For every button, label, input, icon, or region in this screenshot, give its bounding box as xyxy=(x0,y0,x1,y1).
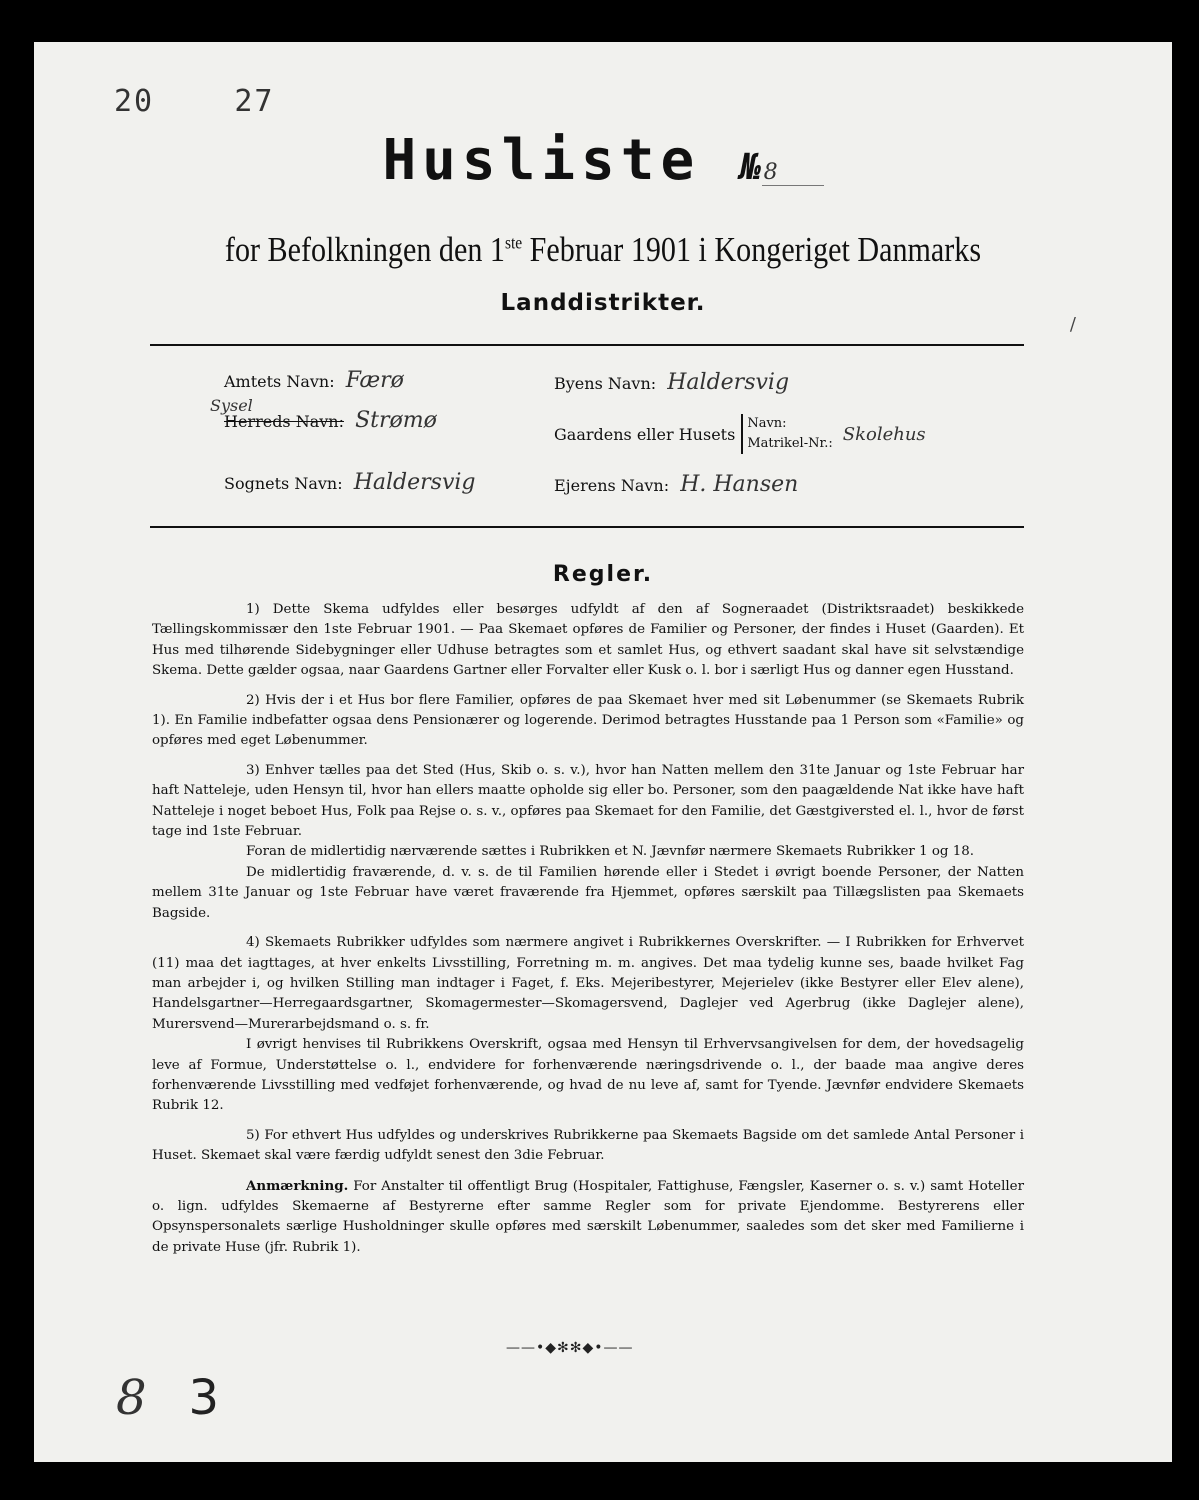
ejer-field xyxy=(554,472,798,497)
rule-4a: 4) Skemaets Rubrikker udfyldes som nærmere angivet i Rubrikkernes Overskrifter. — I Rubrikken for Erhvervet (11) maa det iagttages, at hver enkelts Livsstilling, Forretning m. m. angives. Det maa tydelig kunne ses, baade hvilket Fag man arbejder i, og hvilken Stilling man indtager i Faget, f. Eks. Mejeribestyrer, Mejerielev (ikke Bestyrer eller Elev alene), Handelsgartner—Herregaardsgartner, Skomagermester—Skomagersvend, Daglejer ved Agerbrug (ikke Daglejer alene), Murersvend—Murerarbejdsmand o. s. fr. xyxy=(152,935,1024,1032)
ornament-divider: ——•◆✻✻◆•—— xyxy=(506,1340,634,1356)
amt-value: Færø xyxy=(345,368,404,393)
rule-1: 1) Dette Skema udfyldes eller besørges udfyldt af den af Sogneraadet (Distriktsraadet) beskikkede Tællingskommissær den 1ste Februar 1901. — Paa Skemaet opføres de Familier og Personer, der findes i Huset (Gaarden). Et Hus med tilhørende Sidebygninger eller Udhuse betragtes som et samlet Hus, og ethvert saadant skal have sit selvstændige Skema. Dette gælder ogsaa, naar Gaardens Gartner eller Forvalter eller Kusk o. l. bor i særligt Hus og danner egen Husstand. xyxy=(152,602,1024,679)
form-subtitle-district: Landdistrikter. xyxy=(500,290,706,316)
bottom-number-2: 3 xyxy=(188,1370,220,1426)
rules-text xyxy=(152,600,1024,1267)
bottom-number-1: 8 xyxy=(116,1370,147,1426)
herred-field xyxy=(210,396,437,433)
census-form-page xyxy=(34,42,1172,1462)
rule-3a: 3) Enhver tælles paa det Sted (Hus, Skib o. s. v.), hvor han Natten mellem den 31te Januar og 1ste Februar har haft Natteleje, uden Hensyn til, hvor han ellers maatte opholde sig eller bo. Personer, som den paagældende Nat ikke have haft Natteleje i noget beboet Hus, Folk paa Rejse o. s. v., opføres paa Skemaet for den Familie, det Gæstgiversted el. l., hvor de først tage ind 1ste Februar. xyxy=(152,762,1024,840)
number-sign: № xyxy=(739,147,762,188)
top-divider xyxy=(150,344,1024,346)
subtitle-part-b: Februar 1901 i Kongeriget Danmarks xyxy=(522,230,982,269)
rules-heading: Regler. xyxy=(552,562,654,587)
archive-number-2: 27 xyxy=(234,84,275,119)
by-label: Byens Navn: xyxy=(554,374,657,393)
by-field xyxy=(554,370,789,395)
form-subtitle xyxy=(114,230,1093,270)
rule-3b: Foran de midlertidig nærværende sættes i Rubrikken et N. Jævnfør nærmere Skemaets Rubrikker 1 og 18. xyxy=(246,844,975,860)
margin-mark: / xyxy=(1069,314,1076,335)
archive-number-1: 20 xyxy=(114,84,155,119)
herred-value: Strømø xyxy=(355,408,437,433)
sogn-field xyxy=(224,470,476,495)
rule-3c: De midlertidig fraværende, d. v. s. de til Familien hørende eller i Stedet i øvrigt boende Personer, der Natten mellem 31te Januar og 1ste Februar have været fraværende fra Hjemmet, opføres særskilt paa Tillægslisten paa Skemaets Bagside. xyxy=(152,864,1024,921)
form-title xyxy=(34,128,1172,193)
gaard-brace xyxy=(741,414,832,454)
gaard-label: Gaardens eller Husets xyxy=(554,424,736,444)
bottom-divider xyxy=(150,526,1024,528)
navn-label: Navn: xyxy=(747,416,787,431)
subtitle-part-a: for Befolkningen den 1 xyxy=(224,230,505,269)
note-label: Anmærkning. xyxy=(246,1177,349,1194)
herred-label: Herreds Navn: xyxy=(224,412,344,431)
herred-correction: Sysel xyxy=(210,396,253,415)
sogn-label: Sognets Navn: xyxy=(224,474,343,493)
archive-number-top xyxy=(114,84,275,119)
by-value: Haldersvig xyxy=(667,370,790,395)
amt-field xyxy=(224,368,404,393)
subtitle-sup: ste xyxy=(504,232,523,253)
note xyxy=(152,1176,1024,1259)
ejer-label: Ejerens Navn: xyxy=(554,476,670,495)
amt-label: Amtets Navn: xyxy=(224,372,335,391)
ejer-value: H. Hansen xyxy=(680,472,799,497)
gaard-field xyxy=(554,414,926,454)
matrikel-label: Matrikel-Nr.: xyxy=(747,436,833,451)
list-number: 8 xyxy=(762,160,824,186)
rule-5: 5) For ethvert Hus udfyldes og underskrives Rubrikkerne paa Skemaets Bagside om det samlede Antal Personer i Huset. Skemaet skal være færdig udfyldt senest den 3die Februar. xyxy=(152,1127,1024,1164)
note-text: For Anstalter til offentligt Brug (Hospitaler, Fattighuse, Fængsler, Kaserner o. s. v.) samt Hoteller o. lign. udfyldes Skemaerne af Bestyrerne efter samme Regler som for private Ejendomme. Bestyrerens eller Opsynspersonalets særlige Husholdninger skulle opføres med særskilt Løbenummer, saaledes som det sker med Familierne i de private Huse (jfr. Rubrik 1). xyxy=(152,1178,1024,1255)
archive-number-bottom xyxy=(116,1370,261,1426)
gaard-value: Skolehus xyxy=(842,423,926,445)
rule-4b: I øvrigt henvises til Rubrikkens Overskrift, ogsaa med Hensyn til Erhvervsangivelsen for dem, der hovedsagelig leve af Formue, Understøttelse o. l., endvidere for forhenværende næringsdrivende o. l., der baade maa angive deres forhenværende Livsstilling med vedføjet forhenværende, og hvad de nu leve af, samt for Tyende. Jævnfør endvidere Skemaets Rubrik 12. xyxy=(152,1037,1024,1114)
rule-2: 2) Hvis der i et Hus bor flere Familier, opføres de paa Skemaet hver med sit Løbenummer (se Skemaets Rubrik 1). En Familie indbefatter ogsaa dens Pensionærer og logerende. Derimod betragtes Husstande paa 1 Person som «Familie» og opføres med eget Løbenummer. xyxy=(152,692,1024,749)
title-text: Husliste xyxy=(382,128,701,193)
sogn-value: Haldersvig xyxy=(353,470,476,495)
